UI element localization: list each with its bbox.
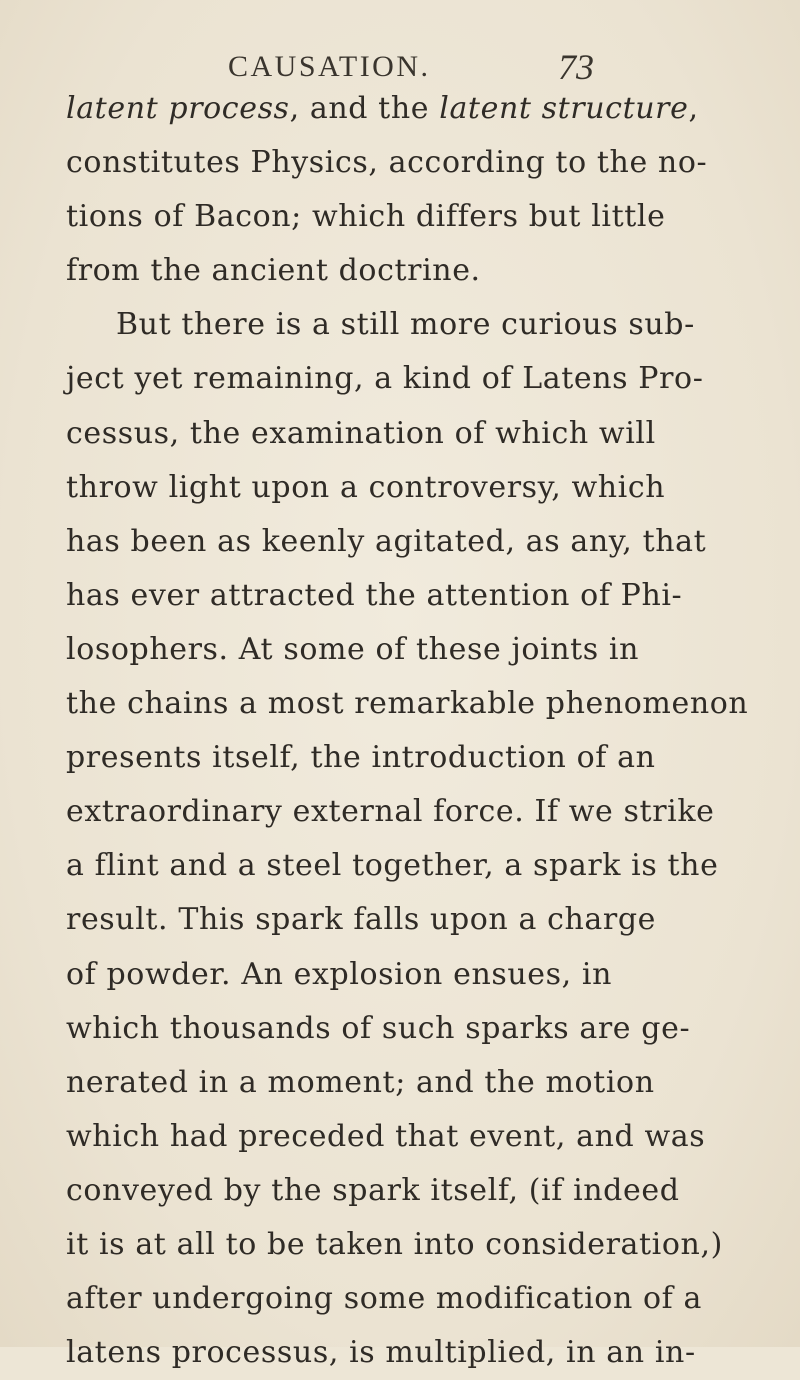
text-line bbox=[66, 352, 704, 406]
text-line bbox=[66, 569, 683, 623]
text-run: losophers. At some of these joints in bbox=[66, 631, 640, 667]
text-run: which thousands of such sparks are ge- bbox=[66, 1010, 691, 1046]
text-line bbox=[66, 1272, 702, 1326]
text-line bbox=[66, 948, 613, 1002]
text-run: has ever attracted the attention of Phi- bbox=[66, 577, 683, 613]
text-line bbox=[66, 82, 699, 136]
text-line bbox=[66, 1164, 680, 1218]
body-text bbox=[66, 82, 749, 1380]
text-line bbox=[66, 893, 657, 947]
text-run: extraordinary external force. If we strike bbox=[66, 794, 715, 830]
text-line bbox=[66, 407, 656, 461]
text-run: of powder. An explosion ensues, in bbox=[66, 956, 613, 992]
page-number: 73 bbox=[558, 47, 594, 87]
text-run: the chains a most remarkable phenomenon bbox=[66, 686, 749, 722]
text-run: throw light upon a controversy, which bbox=[66, 469, 666, 505]
text-run: conveyed by the spark itself, (if indeed bbox=[66, 1172, 680, 1208]
text-run: tions of Bacon; which differs but little bbox=[66, 199, 666, 235]
running-head-title: CAUSATION. bbox=[228, 50, 431, 83]
text-line bbox=[66, 190, 666, 244]
text-line bbox=[66, 677, 749, 731]
text-run: ject yet remaining, a kind of Latens Pro- bbox=[66, 361, 704, 397]
text-run: , bbox=[688, 91, 699, 126]
text-line bbox=[66, 839, 719, 893]
text-run: it is at all to be taken into consideration,) bbox=[66, 1226, 723, 1262]
text-run: which had preceded that event, and was bbox=[66, 1118, 706, 1154]
text-run: from the ancient doctrine. bbox=[66, 253, 481, 289]
text-run: result. This spark falls upon a charge bbox=[66, 902, 657, 938]
text-line bbox=[66, 1002, 691, 1056]
text-line bbox=[66, 1326, 696, 1380]
text-line bbox=[66, 1110, 706, 1164]
text-line bbox=[66, 136, 708, 190]
text-line bbox=[66, 1218, 723, 1272]
text-run: cessus, the examination of which will bbox=[66, 415, 656, 451]
text-run: nerated in a moment; and the motion bbox=[66, 1064, 655, 1100]
text-line bbox=[66, 731, 656, 785]
text-run: , and the bbox=[289, 91, 440, 126]
text-run: has been as keenly agitated, as any, that bbox=[66, 523, 707, 559]
text-line bbox=[66, 298, 695, 352]
text-line bbox=[66, 244, 600, 298]
italic-text: latent process bbox=[66, 91, 290, 126]
text-run: latens processus, is multiplied, in an in- bbox=[66, 1335, 696, 1371]
text-run: after undergoing some modification of a bbox=[66, 1281, 702, 1317]
text-line bbox=[66, 623, 640, 677]
italic-text: latent structure bbox=[439, 91, 689, 126]
text-line bbox=[66, 461, 666, 515]
text-line bbox=[66, 1056, 655, 1110]
text-run: presents itself, the introduction of an bbox=[66, 740, 656, 776]
text-line bbox=[66, 785, 715, 839]
text-run: a flint and a steel together, a spark is the bbox=[66, 848, 719, 884]
text-run: But there is a still more curious sub- bbox=[116, 307, 695, 343]
text-line bbox=[66, 515, 707, 569]
text-run: constitutes Physics, according to the no- bbox=[66, 145, 708, 181]
